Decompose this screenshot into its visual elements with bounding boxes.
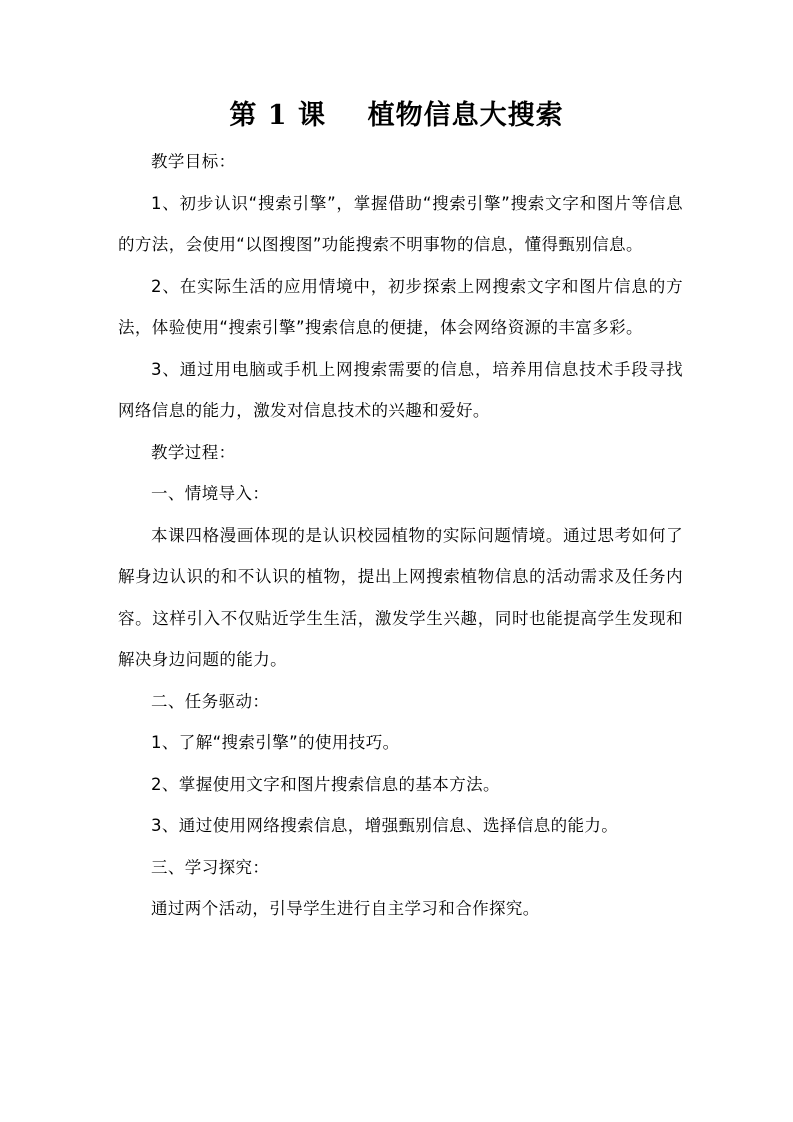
heading-teaching-objectives: 教学目标：	[151, 152, 236, 171]
document-body	[118, 141, 683, 930]
task-3: 3、通过使用网络搜索信息，增强甄别信息、选择信息的能力。	[151, 816, 619, 835]
objective-1: 1、初步认识“搜索引擎”，掌握借助“搜索引擎”搜索文字和图片等信息的方法，会使用“以图搜图”功能搜索不明事物的信息，懂得甄别信息。	[118, 193, 683, 254]
objective-2: 2、在实际生活的应用情境中，初步探索上网搜索文字和图片信息的方法，体验使用“搜索引擎”搜索信息的便捷，体会网络资源的丰富多彩。	[118, 276, 683, 337]
lesson-title: 第 1 课 植物信息大搜索	[229, 100, 564, 131]
situation-intro-text: 本课四格漫画体现的是认识校园植物的实际问题情境。通过思考如何了解身边认识的和不认识的植物，提出上网搜索植物信息的活动需求及任务内容。这样引入不仅贴近学生生活，激发学生兴趣，同时也能提高学生发现和解决身边问题的能力。	[118, 525, 683, 669]
objective-3: 3、通过用电脑或手机上网搜索需要的信息，培养用信息技术手段寻找网络信息的能力，激发对信息技术的兴趣和爱好。	[118, 359, 683, 420]
section-situation-intro: 一、情境导入：	[151, 484, 270, 503]
section-task-driven: 二、任务驱动：	[151, 691, 270, 711]
learning-inquiry-text: 通过两个活动，引导学生进行自主学习和合作探究。	[151, 899, 540, 918]
section-learning-inquiry: 三、学习探究：	[151, 857, 270, 877]
task-2: 2、掌握使用文字和图片搜索信息的基本方法。	[151, 774, 500, 794]
task-1: 1、了解“搜索引擎”的使用技巧。	[151, 733, 400, 752]
heading-teaching-process: 教学过程：	[151, 442, 236, 462]
